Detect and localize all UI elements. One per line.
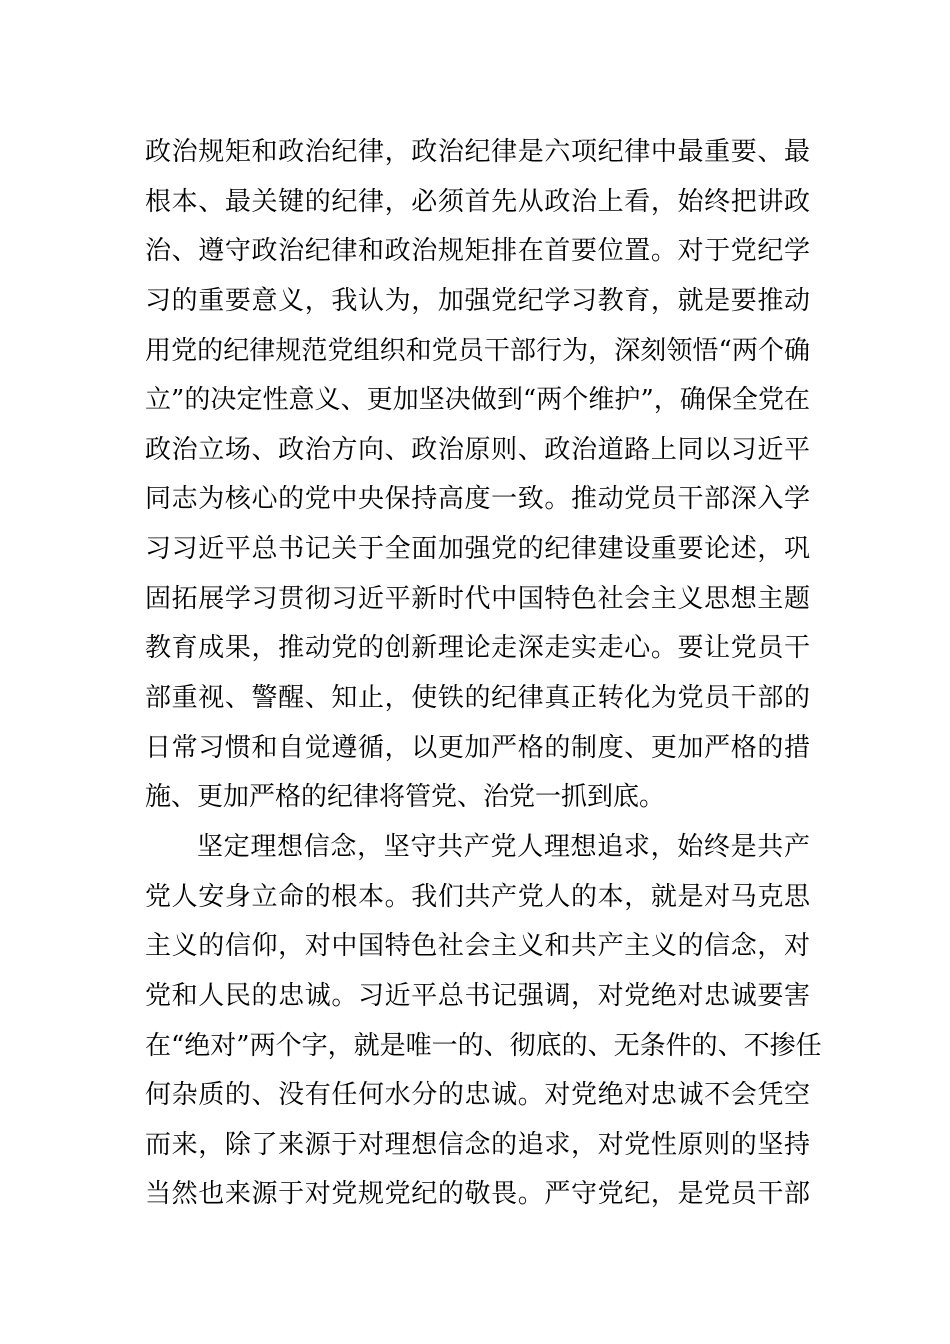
text-line: 固拓展学习贯彻习近平新时代中国特色社会主义思想主题 [145, 583, 810, 614]
text-line: 政治规矩和政治纪律，政治纪律是六项纪律中最重要、最 [145, 137, 810, 167]
text-line: 而来，除了来源于对理想信念的追求，对党性原则的坚持 [145, 1129, 810, 1160]
text-line: 党和人民的忠诚。习近平总书记强调，对党绝对忠诚要害 [145, 980, 810, 1011]
text-line: 何杂质的、没有任何水分的忠诚。对党绝对忠诚不会凭空 [145, 1080, 810, 1111]
text-line: 主义的信仰，对中国特色社会主义和共产主义的信念，对 [145, 931, 810, 962]
text-line: 当然也来源于对党规党纪的敬畏。严守党纪，是党员干部 [145, 1179, 810, 1210]
text-line: 教育成果，推动党的创新理论走深走实走心。要让党员干 [145, 633, 810, 664]
paragraph-2 [145, 823, 822, 1220]
text-line: 部重视、警醒、知止，使铁的纪律真正转化为党员干部的 [145, 683, 810, 714]
text-line: 施、更加严格的纪律将管党、治党一抓到底。 [145, 782, 666, 813]
text-line: 治、遵守政治纪律和政治规矩排在首要位置。对于党纪学 [145, 236, 810, 267]
text-line: 在“绝对”两个字，就是唯一的、彻底的、无条件的、不掺任 [145, 1030, 822, 1061]
text-line: 党人安身立命的根本。我们共产党人的本，就是对马克思 [145, 881, 810, 912]
paragraph-1 [145, 128, 810, 823]
text-line: 坚定理想信念，坚守共产党人理想追求，始终是共产 [197, 831, 810, 862]
text-line: 立”的决定性意义、更加坚决做到“两个维护”，确保全党在 [145, 385, 810, 416]
text-line: 政治立场、政治方向、政治原则、政治道路上同以习近平 [145, 434, 810, 465]
text-line: 日常习惯和自觉遵循，以更加严格的制度、更加严格的措 [145, 732, 810, 763]
text-line: 同志为核心的党中央保持高度一致。推动党员干部深入学 [145, 484, 810, 515]
text-line: 用党的纪律规范党组织和党员干部行为，深刻领悟“两个确 [145, 335, 810, 366]
text-line: 习习近平总书记关于全面加强党的纪律建设重要论述，巩 [145, 534, 810, 565]
document-body [145, 128, 822, 1220]
text-line: 习的重要意义，我认为，加强党纪学习教育，就是要推动 [145, 285, 810, 316]
text-line: 根本、最关键的纪律，必须首先从政治上看，始终把讲政 [145, 186, 810, 217]
